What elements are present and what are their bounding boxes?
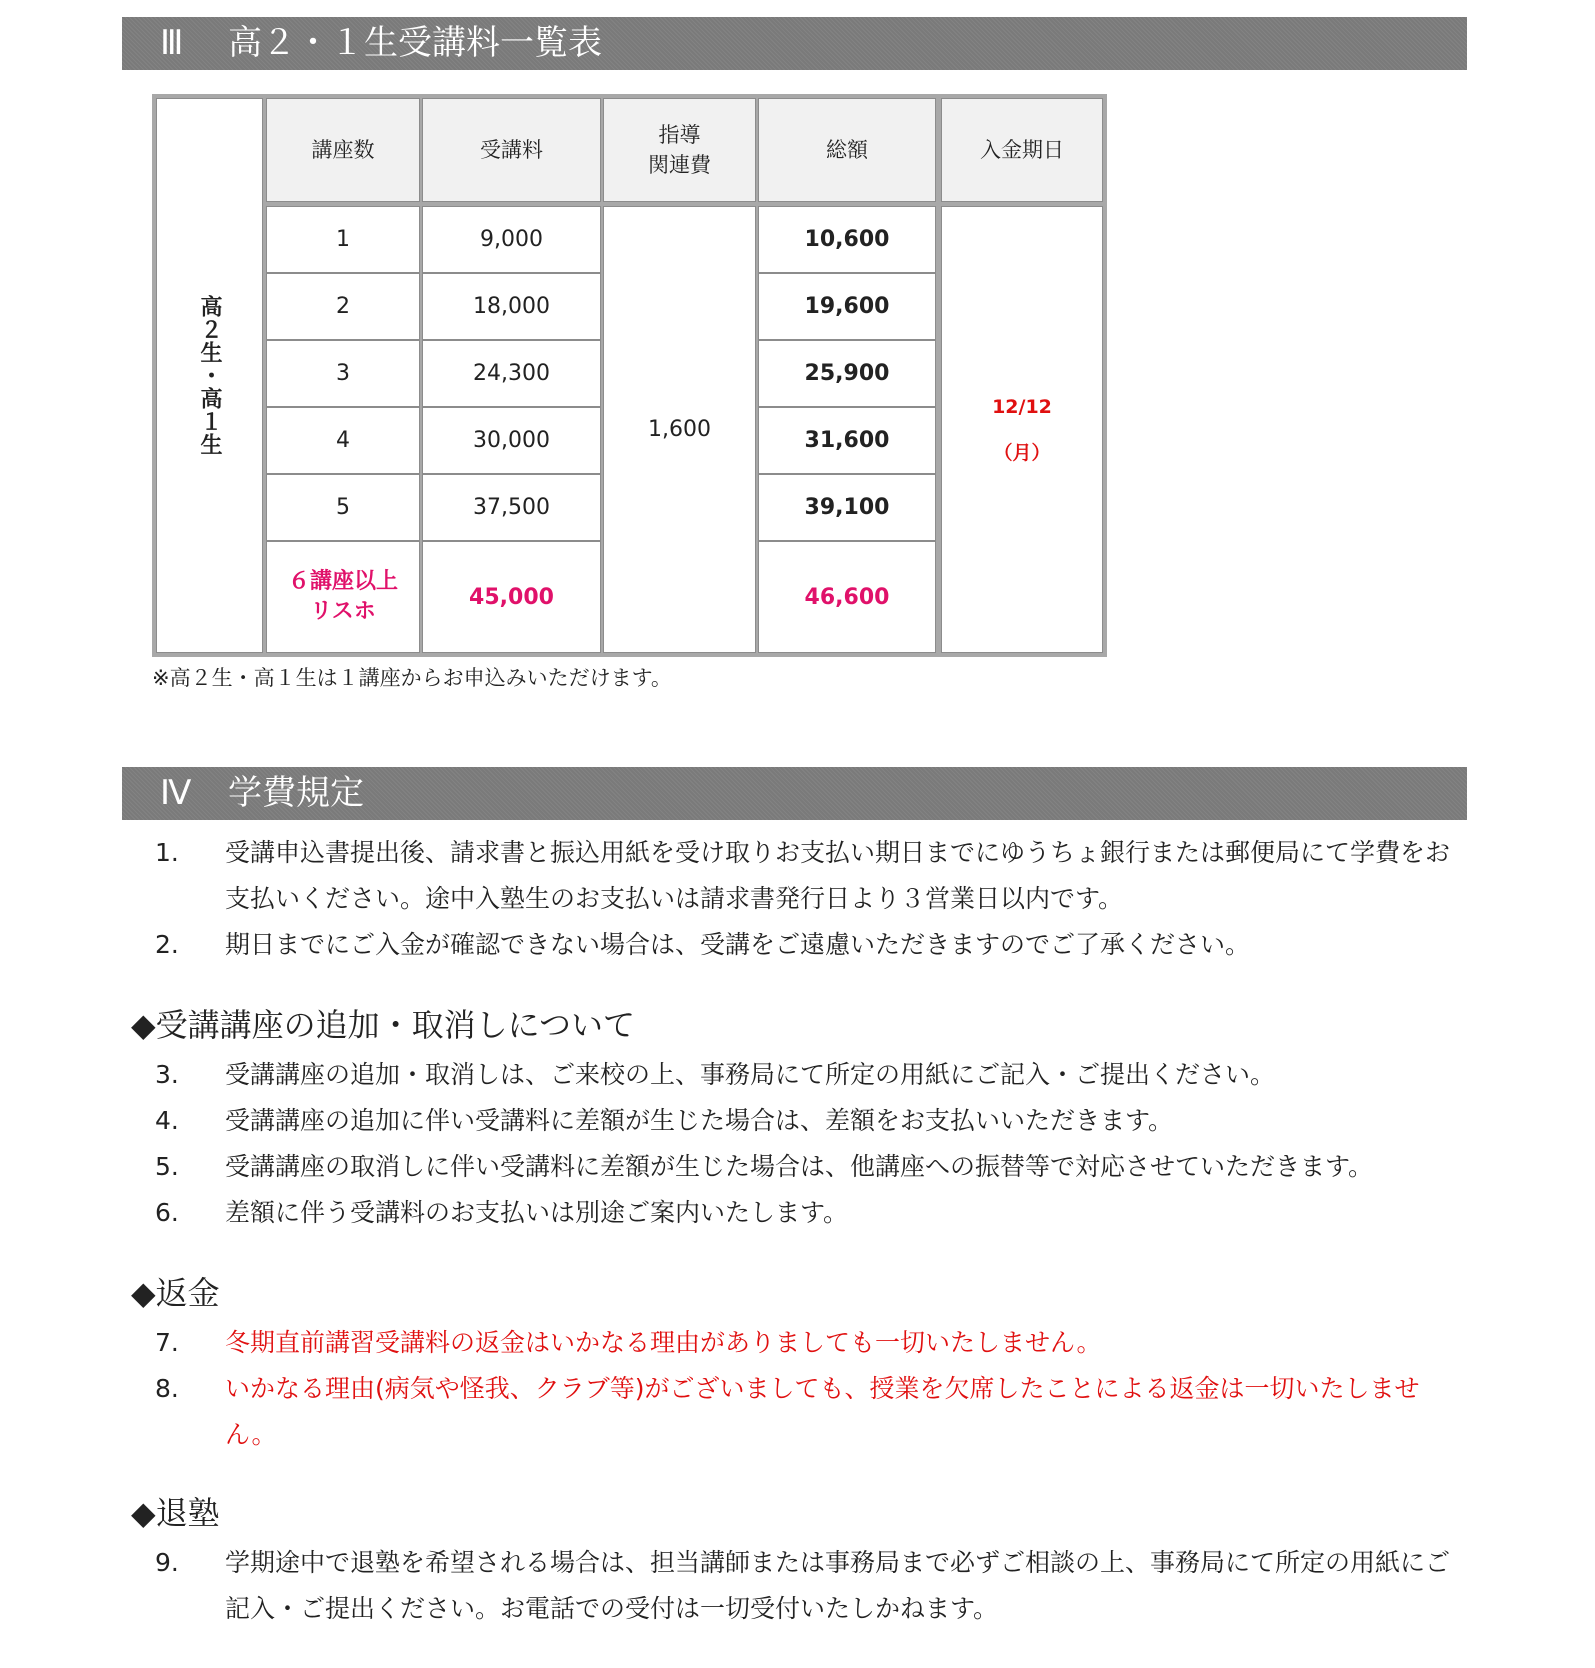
item-number: 5. [155, 1152, 179, 1181]
subheading-refund: ◆返金 [131, 1274, 220, 1312]
item-number: 9. [155, 1548, 179, 1577]
fee-cell: 18,000 [422, 273, 601, 340]
item-text: 受講講座の追加に伴い受講料に差額が生じた場合は、差額をお支払いいただきます。 [225, 1106, 1174, 1135]
subheading-change: ◆受講講座の追加・取消しについて [131, 1006, 635, 1044]
item-number: 3. [155, 1060, 179, 1089]
fee-cell: 24,300 [422, 340, 601, 407]
item-text: 学期途中で退塾を希望される場合は、担当講師または事務局まで必ずご相談の上、事務局にて所定の用紙にご記入・ご提出ください。お電話での受付は一切受付いたしかねます。 [225, 1548, 1451, 1623]
courses-cell: 5 [266, 474, 420, 541]
header-guidance-fee: 指導 関連費 [603, 98, 756, 202]
subheading-withdraw: ◆退塾 [131, 1494, 220, 1532]
item-number: 4. [155, 1106, 179, 1135]
section-number: Ⅲ [160, 23, 184, 63]
total-cell: 39,100 [758, 474, 936, 541]
table-note: ※高２生・高１生は１講座からお申込みいただけます。 [152, 666, 672, 690]
fee-table [152, 94, 1107, 657]
due-date-cell [941, 206, 1103, 653]
due-day: （月） [993, 441, 1051, 464]
courses-cell: 1 [266, 206, 420, 273]
header-courses: 講座数 [266, 98, 420, 202]
group-label: 高２生・高１生 [197, 295, 222, 456]
header-total: 総額 [758, 98, 936, 202]
total-cell-6plus: 46,600 [758, 541, 936, 653]
item-text: 受講講座の追加・取消しは、ご来校の上、事務局にて所定の用紙にご記入・ご提出ください。 [225, 1060, 1276, 1089]
header-due-date: 入金期日 [941, 98, 1103, 202]
item-text: いかなる理由(病気や怪我、クラブ等)がございましても、授業を欠席したことによる返金は一切いたしません。 [225, 1374, 1420, 1449]
courses-cell: 3 [266, 340, 420, 407]
total-cell: 31,600 [758, 407, 936, 474]
section-title: 高２・１生受講料一覧表 [228, 23, 602, 63]
item-text: 受講申込書提出後、請求書と振込用紙を受け取りお支払い期日までにゆうちょ銀行または郵便局にて学費をお支払いください。途中入塾生のお支払いは請求書発行日より３営業日以内です。 [225, 838, 1451, 913]
item-text: 差額に伴う受講料のお支払いは別途ご案内いたします。 [225, 1198, 849, 1227]
item-text: 冬期直前講習受講料の返金はいかなる理由がありましても一切いたしません。 [225, 1328, 1102, 1357]
item-number: 6. [155, 1198, 179, 1227]
section-title: 学費規定 [228, 773, 364, 813]
section-number: Ⅳ [160, 773, 192, 813]
section-header-tuition-rules [122, 767, 1467, 820]
fee-cell: 37,500 [422, 474, 601, 541]
total-cell: 10,600 [758, 206, 936, 273]
header-fee: 受講料 [422, 98, 601, 202]
total-cell: 19,600 [758, 273, 936, 340]
section-header-fee-table [122, 17, 1467, 70]
item-number: 8. [155, 1374, 179, 1403]
courses-cell-6plus: ６講座以上 リスホ [266, 541, 420, 653]
due-date: 12/12 [992, 395, 1052, 418]
item-text: 受講講座の取消しに伴い受講料に差額が生じた場合は、他講座への振替等で対応させていただきます。 [225, 1152, 1374, 1181]
item-number: 2. [155, 930, 179, 959]
guidance-fee-cell: 1,600 [603, 206, 756, 653]
group-label-cell [156, 98, 263, 653]
courses-cell: 4 [266, 407, 420, 474]
item-number: 1. [155, 838, 179, 867]
fee-cell-6plus: 45,000 [422, 541, 601, 653]
item-number: 7. [155, 1328, 179, 1357]
item-text: 期日までにご入金が確認できない場合は、受講をご遠慮いただきますのでご了承ください。 [225, 930, 1251, 959]
fee-cell: 9,000 [422, 206, 601, 273]
courses-cell: 2 [266, 273, 420, 340]
total-cell: 25,900 [758, 340, 936, 407]
fee-cell: 30,000 [422, 407, 601, 474]
